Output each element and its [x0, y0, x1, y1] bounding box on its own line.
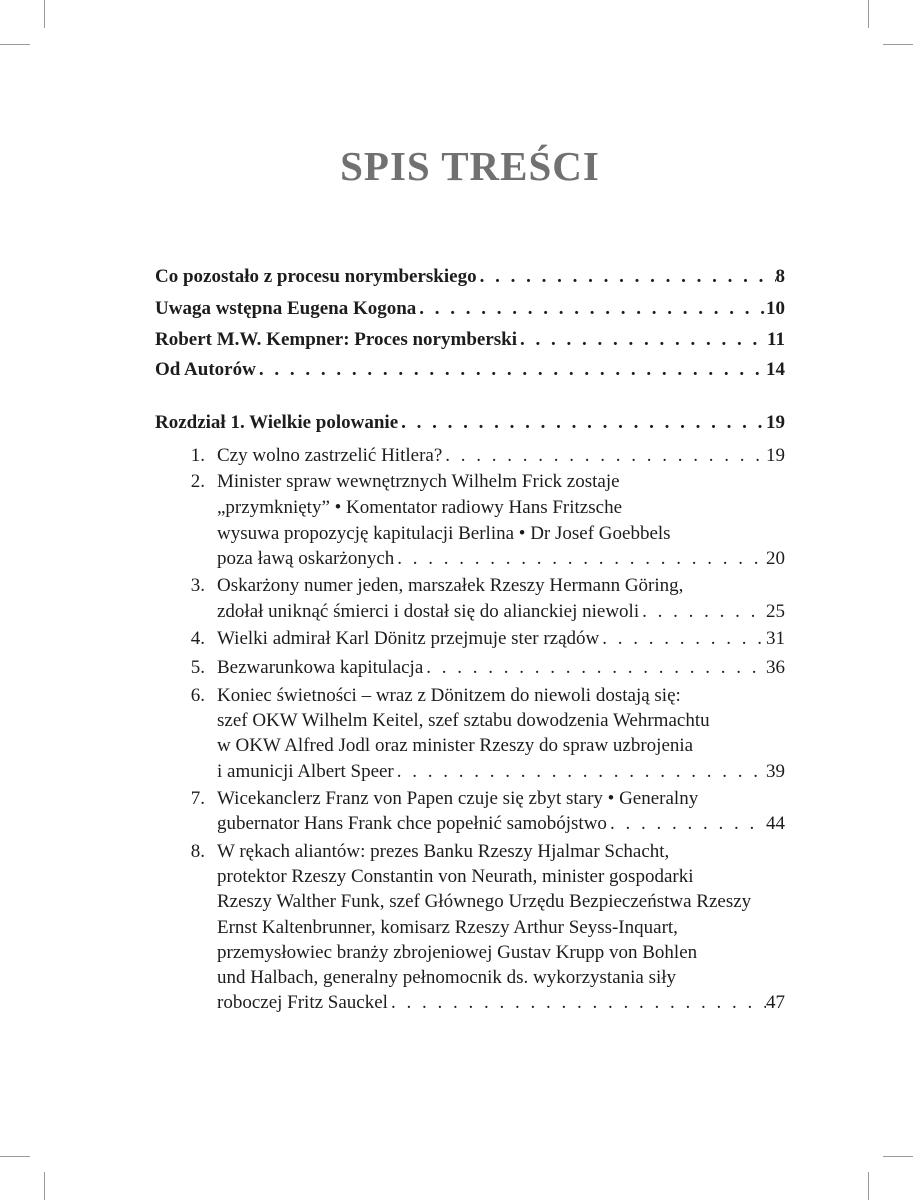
toc-entry-page: 10: [766, 298, 785, 319]
toc-item-line: i amunicji Albert Speer: [217, 761, 394, 782]
toc-item-line: Rzeszy Walther Funk, szef Głównego Urzędu Bezpieczeństwa Rzeszy: [217, 891, 752, 912]
toc-entry[interactable]: [155, 357, 785, 383]
leader-dots: [423, 655, 766, 681]
page-title: SPIS TREŚCI: [340, 143, 600, 189]
toc-entry-label: Uwaga wstępna Eugena Kogona: [155, 298, 417, 319]
leader-dots: [394, 546, 766, 572]
toc-entry[interactable]: [155, 327, 785, 353]
toc-item-page: 20: [766, 548, 785, 569]
toc-item-line: szef OKW Wilhelm Keitel, szef sztabu dowodzenia Wehrmachtu: [217, 710, 710, 731]
leader-dots: [416, 296, 766, 322]
crop-mark: [883, 44, 913, 45]
toc-item-number: 6.: [190, 685, 205, 706]
toc-item[interactable]: [217, 626, 785, 652]
toc-item-line: wysuwa propozycję kapitulacji Berlina • Dr Josef Goebbels: [217, 523, 671, 544]
toc-entry[interactable]: [155, 296, 785, 322]
toc-entry-page: 14: [766, 359, 785, 380]
toc-item[interactable]: [217, 443, 785, 469]
leader-dots: [388, 990, 766, 1016]
toc-item[interactable]: [217, 599, 785, 625]
toc-item-line: gubernator Hans Frank chce popełnić samobójstwo: [217, 813, 607, 834]
toc-entry[interactable]: [155, 264, 785, 290]
leader-dots: [398, 410, 766, 436]
leader-dots: [517, 327, 767, 353]
toc-item-number: 4.: [190, 628, 205, 649]
toc-item-page: 19: [766, 445, 785, 466]
toc-item-line: Ernst Kaltenbrunner, komisarz Rzeszy Arthur Seyss-Inquart,: [217, 917, 678, 938]
toc-item-number: 5.: [190, 657, 205, 678]
toc-item-line: w OKW Alfred Jodl oraz minister Rzeszy do spraw uzbrojenia: [217, 735, 694, 756]
leader-dots: [442, 443, 766, 469]
toc-entry-label: Robert M.W. Kempner: Proces norymberski: [155, 329, 517, 350]
toc-item-page: 47: [766, 992, 785, 1013]
toc-entry-label: Co pozostało z procesu norymberskiego: [155, 266, 477, 287]
toc-item-line: Oskarżony numer jeden, marszałek Rzeszy Hermann Göring,: [217, 575, 684, 596]
toc-item[interactable]: [217, 546, 785, 572]
leader-dots: [599, 626, 766, 652]
toc-item-line: Koniec świetności – wraz z Dönitzem do niewoli dostają się:: [217, 685, 681, 706]
toc-item-line: Wielki admirał Karl Dönitz przejmuje ster rządów: [217, 628, 600, 649]
toc-item[interactable]: [217, 811, 785, 837]
toc-item-line: Minister spraw wewnętrznych Wilhelm Frick zostaje: [217, 471, 620, 492]
crop-mark: [0, 1156, 30, 1157]
leader-dots: [477, 264, 776, 290]
crop-mark: [868, 0, 869, 28]
toc-item[interactable]: [217, 990, 785, 1016]
toc-item-number: 7.: [190, 788, 205, 809]
toc-item-page: 25: [766, 601, 785, 622]
toc-entry-page: 8: [775, 266, 785, 287]
crop-mark: [44, 0, 45, 28]
toc-chapter-page: 19: [766, 412, 785, 433]
crop-mark: [44, 1172, 45, 1200]
toc-chapter-entry[interactable]: [155, 410, 785, 436]
crop-mark: [868, 1172, 869, 1200]
toc-item-page: 31: [766, 628, 785, 649]
toc-entry-label: Od Autorów: [155, 359, 256, 380]
crop-mark: [0, 44, 30, 45]
toc-item-page: 36: [766, 657, 785, 678]
toc-item[interactable]: [217, 655, 785, 681]
toc-entry-page: 11: [767, 329, 785, 350]
toc-item-number: 8.: [190, 841, 205, 862]
toc-item-line: Bezwarunkowa kapitulacja: [217, 657, 424, 678]
toc-item-number: 2.: [190, 471, 205, 492]
toc-item-line: zdołał uniknąć śmierci i dostał się do alianckiej niewoli: [217, 601, 640, 622]
leader-dots: [607, 811, 766, 837]
toc-item[interactable]: [217, 759, 785, 785]
leader-dots: [394, 759, 766, 785]
toc-chapter-label: Rozdział 1. Wielkie polowanie: [155, 412, 399, 433]
toc-item-line: protektor Rzeszy Constantin von Neurath, minister gospodarki: [217, 866, 694, 887]
toc-item-page: 39: [766, 761, 785, 782]
toc-item-line: W rękach aliantów: prezes Banku Rzeszy Hjalmar Schacht,: [217, 841, 670, 862]
leader-dots: [639, 599, 766, 625]
toc-item-line: „przymknięty” • Komentator radiowy Hans Fritzsche: [217, 497, 623, 518]
toc-item-number: 1.: [190, 445, 205, 466]
toc-item-line: Czy wolno zastrzelić Hitlera?: [217, 445, 443, 466]
toc-item-line: poza ławą oskarżonych: [217, 548, 395, 569]
crop-mark: [883, 1156, 913, 1157]
toc-item-line: Wicekanclerz Franz von Papen czuje się zbyt stary • Generalny: [217, 788, 699, 809]
toc-item-page: 44: [766, 813, 785, 834]
toc-item-line: und Halbach, generalny pełnomocnik ds. wykorzystania siły: [217, 967, 677, 988]
leader-dots: [256, 357, 766, 383]
toc-item-line: przemysłowiec branży zbrojeniowej Gustav Krupp von Bohlen: [217, 942, 698, 963]
toc-item-number: 3.: [190, 575, 205, 596]
toc-item-line: roboczej Fritz Sauckel: [217, 992, 388, 1013]
